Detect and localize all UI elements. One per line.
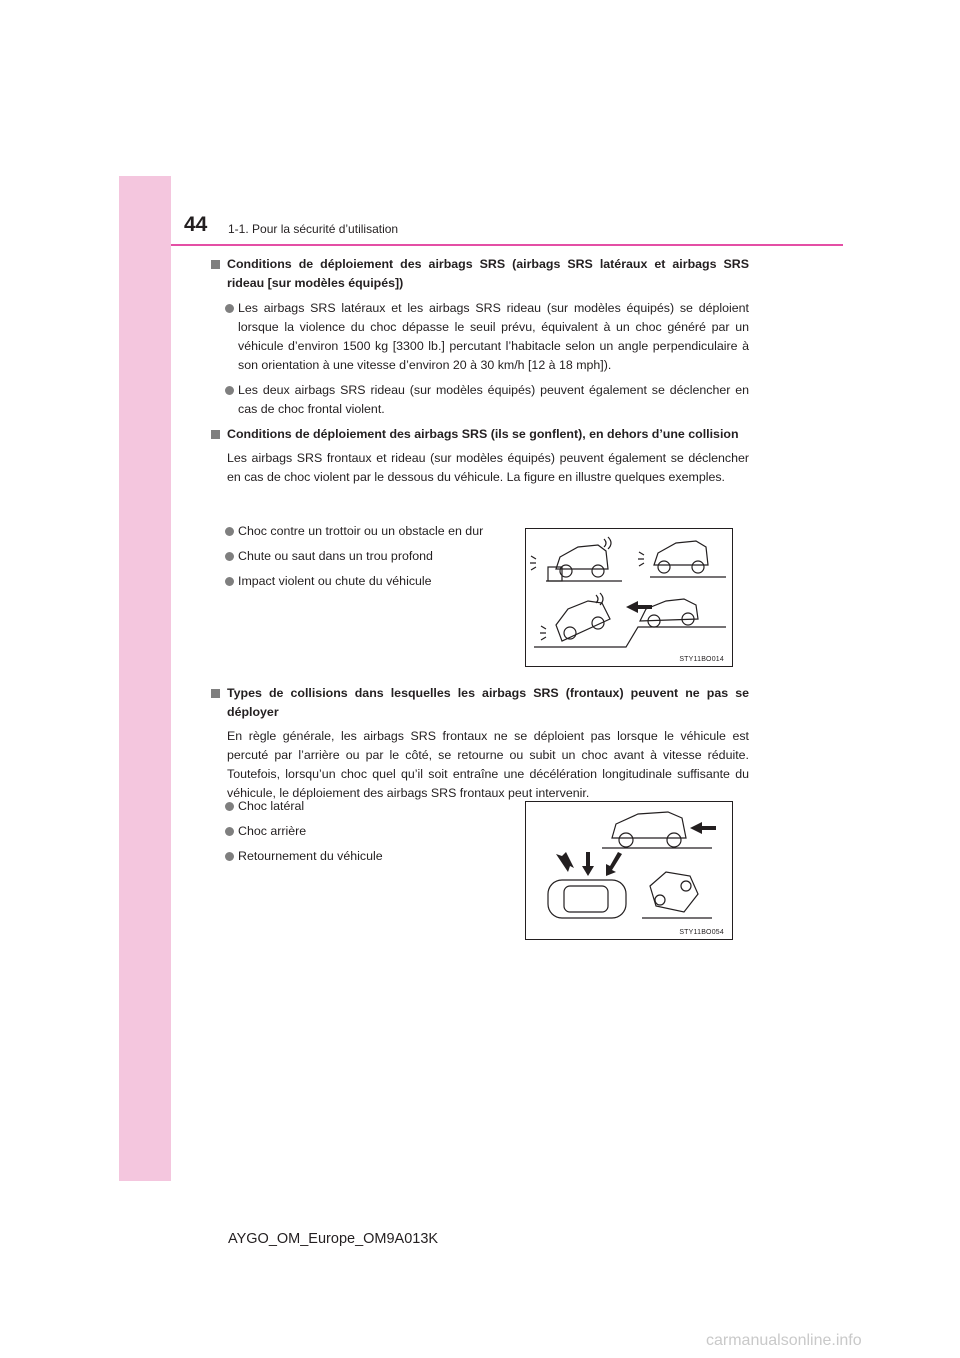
square-bullet-icon — [211, 689, 220, 698]
car-illustrations — [526, 802, 732, 939]
round-bullet-icon — [225, 827, 234, 836]
list-item: Les deux airbags SRS rideau (sur modèles équipés) peuvent également se déclencher en cas de choc frontal violent. — [211, 381, 749, 419]
section-title: 1-1. Pour la sécurité d’utilisation — [228, 222, 399, 236]
list-item: Retournement du véhicule — [211, 847, 511, 866]
figure-collision-types — [525, 801, 733, 940]
document-code: AYGO_OM_Europe_OM9A013K — [228, 1231, 439, 1247]
section-paragraph: En règle générale, les airbags SRS frontaux ne se déploient pas lorsque le véhicule est percuté par l’arrière ou par le côté, se retourne ou subit un choc avant à vitesse réduite. Toutefois, lorsqu’un choc quel qu’il soit entraîne une décélération longitudinale suffisante du véhicule, le déploiement des airbags SRS frontaux peut intervenir. — [227, 729, 749, 800]
round-bullet-icon — [225, 552, 234, 561]
section-heading: Types de collisions dans lesquelles les airbags SRS (frontaux) peuvent ne pas se déployer — [211, 684, 749, 722]
car-illustrations — [526, 529, 732, 666]
section-paragraph: Les airbags SRS frontaux et rideau (sur modèles équipés) peuvent également se déclencher en cas de choc violent par le dessous du véhicule. La figure en illustre quelques exemples. — [227, 451, 749, 484]
bullet-list — [211, 797, 511, 866]
header-rule — [171, 244, 843, 246]
list-item: Choc contre un trottoir ou un obstacle en dur — [211, 522, 511, 541]
page-number: 44 — [184, 213, 208, 236]
section-heading: Conditions de déploiement des airbags SRS (airbags SRS latéraux et airbags SRS rideau [sur modèles équipés]) — [211, 255, 749, 293]
round-bullet-icon — [225, 527, 234, 536]
bullet-list — [211, 522, 511, 591]
section-heading: Conditions de déploiement des airbags SRS (ils se gonflent), en dehors d’une collision — [211, 425, 749, 444]
round-bullet-icon — [225, 802, 234, 811]
figure-label: STY11BO014 — [679, 656, 724, 663]
square-bullet-icon — [211, 260, 220, 269]
watermark: carmanualsonline.info — [706, 1332, 862, 1349]
section-non-deployment — [211, 684, 749, 803]
list-item: Choc arrière — [211, 822, 511, 841]
figure-label: STY11BO054 — [679, 929, 724, 936]
list-item: Chute ou saut dans un trou profond — [211, 547, 511, 566]
list-item: Impact violent ou chute du véhicule — [211, 572, 511, 591]
round-bullet-icon — [225, 304, 234, 313]
round-bullet-icon — [225, 852, 234, 861]
section-non-collision — [211, 425, 749, 487]
round-bullet-icon — [225, 386, 234, 395]
section-side-airbags — [211, 255, 749, 419]
side-tab-band — [119, 176, 171, 1181]
list-item: Choc latéral — [211, 797, 511, 816]
figure-underbody-impacts — [525, 528, 733, 667]
square-bullet-icon — [211, 430, 220, 439]
list-item: Les airbags SRS latéraux et les airbags SRS rideau (sur modèles équipés) se déploient lorsque la violence du choc dépasse le seuil prévu, équivalent à un choc généré par un véhicule d’environ 1500 kg [3300 lb.] percutant l’habitacle selon un angle perpendiculaire à son orientation à une vitesse d’environ 20 à 30 km/h [12 à 18 mph]). — [211, 299, 749, 375]
round-bullet-icon — [225, 577, 234, 586]
